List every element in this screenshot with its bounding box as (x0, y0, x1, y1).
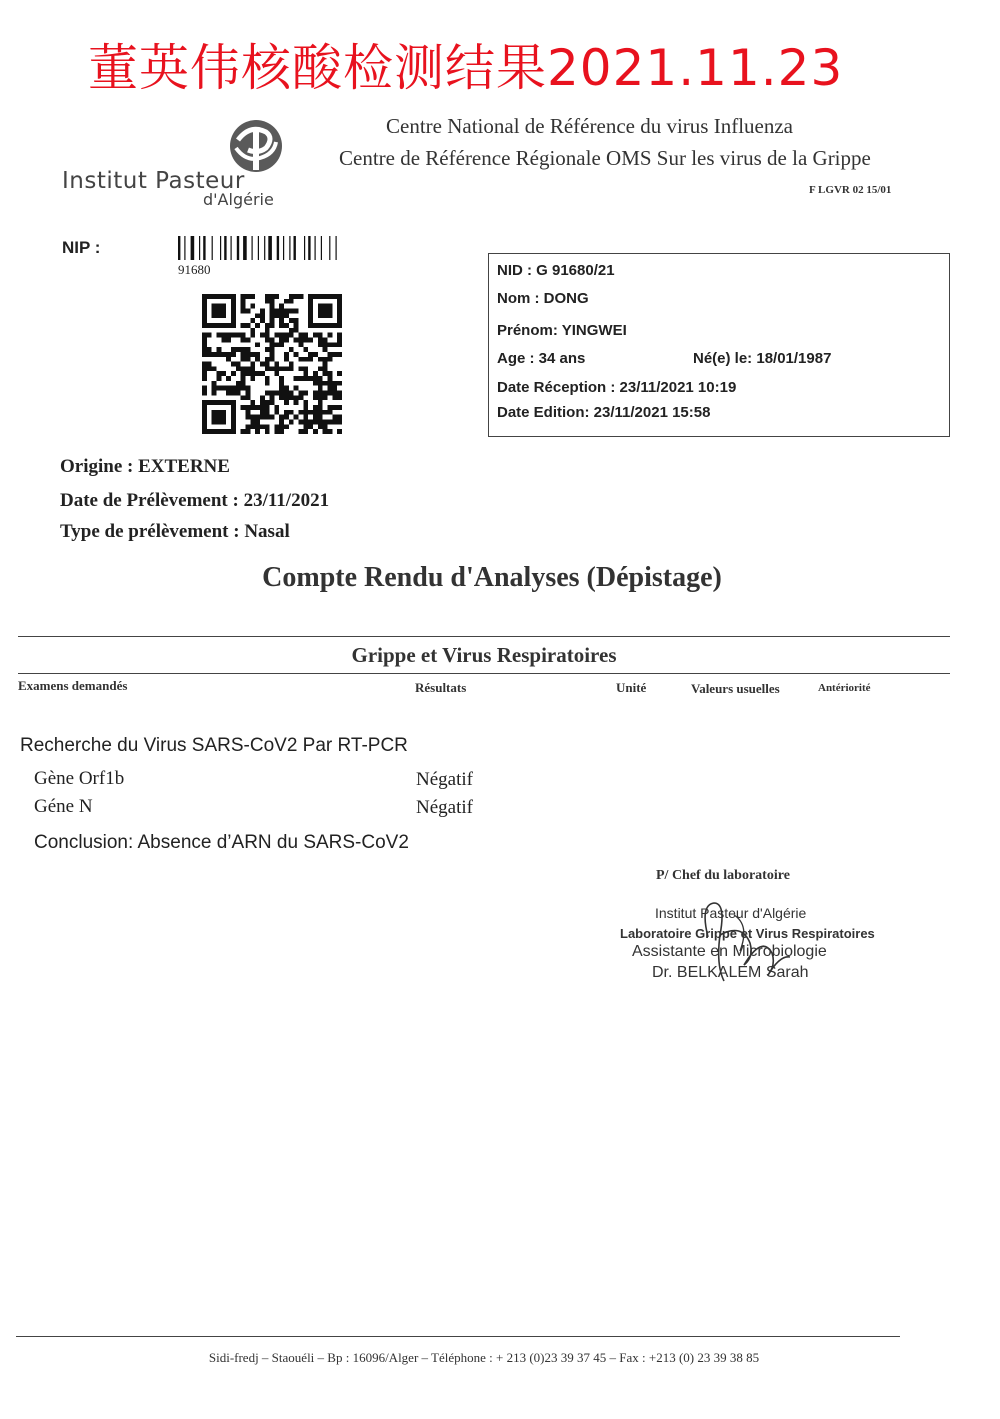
patient-dob: Né(e) le: 18/01/1987 (693, 350, 832, 367)
center-line-2: Centre de Référence Régionale OMS Sur les virus de la Grippe (339, 146, 871, 170)
signature-line-1: Institut Pasteur d'Algérie (655, 905, 807, 921)
sample-type: Type de prélèvement : Nasal (60, 521, 290, 542)
patient-prenom: Prénom: YINGWEI (497, 322, 627, 339)
section-rule-bottom (18, 673, 950, 674)
center-line-1: Centre National de Référence du virus Influenza (386, 114, 793, 138)
section-title: Grippe et Virus Respiratoires (351, 643, 617, 667)
patient-nid: NID : G 91680/21 (497, 262, 615, 279)
col-anteriorite: Antériorité (818, 682, 871, 694)
signature-line-2: Laboratoire Grippe et Virus Respiratoires (620, 926, 875, 941)
col-unite: Unité (616, 680, 647, 695)
patient-nom: Nom : DONG (497, 290, 589, 307)
footer-rule (16, 1336, 900, 1337)
sample-origine: Origine : EXTERNE (60, 456, 230, 477)
signature-line-3: Assistante en Microbiologie (632, 943, 827, 960)
patient-date-edition: Date Edition: 23/11/2021 15:58 (497, 404, 711, 421)
test-name: Recherche du Virus SARS-CoV2 Par RT-PCR (20, 735, 408, 756)
form-code: F LGVR 02 15/01 (809, 184, 892, 196)
qr-code-icon (202, 294, 342, 434)
gene-name: Géne N (34, 796, 93, 817)
patient-age: Age : 34 ans (497, 350, 586, 367)
patient-info-box (488, 253, 950, 437)
barcode-number: 91680 (178, 262, 211, 277)
barcode-icon (178, 236, 378, 260)
gene-result: Négatif (416, 769, 473, 790)
patient-date-reception: Date Réception : 23/11/2021 10:19 (497, 379, 737, 396)
gene-result: Négatif (416, 797, 473, 818)
footer-address: Sidi-fredj – Staouéli – Bp : 16096/Alger – Téléphone : + 213 (0)23 39 37 45 – Fax : +213 (0) 23 39 38 85 (208, 1350, 760, 1365)
col-valeurs: Valeurs usuelles (691, 681, 780, 696)
signature-line-4: Dr. BELKALEM Sarah (652, 964, 809, 981)
institution-name: Institut Pasteur (62, 168, 245, 194)
sample-date: Date de Prélèvement : 23/11/2021 (60, 490, 330, 511)
col-examens: Examens demandés (18, 678, 128, 693)
conclusion: Conclusion: Absence d’ARN du SARS-CoV2 (34, 832, 409, 853)
institution-subname: d'Algérie (203, 190, 274, 209)
document-headline: 董英伟核酸检测结果2021.11.23 (88, 39, 844, 97)
report-title: Compte Rendu d'Analyses (Dépistage) (262, 562, 722, 593)
chief-label: P/ Chef du laboratoire (656, 868, 790, 883)
col-resultats: Résultats (415, 680, 467, 695)
section-rule-top (18, 636, 950, 637)
gene-name: Gène Orf1b (34, 768, 125, 789)
handwritten-signature-icon (690, 895, 800, 990)
nip-label: NIP : (62, 238, 101, 257)
